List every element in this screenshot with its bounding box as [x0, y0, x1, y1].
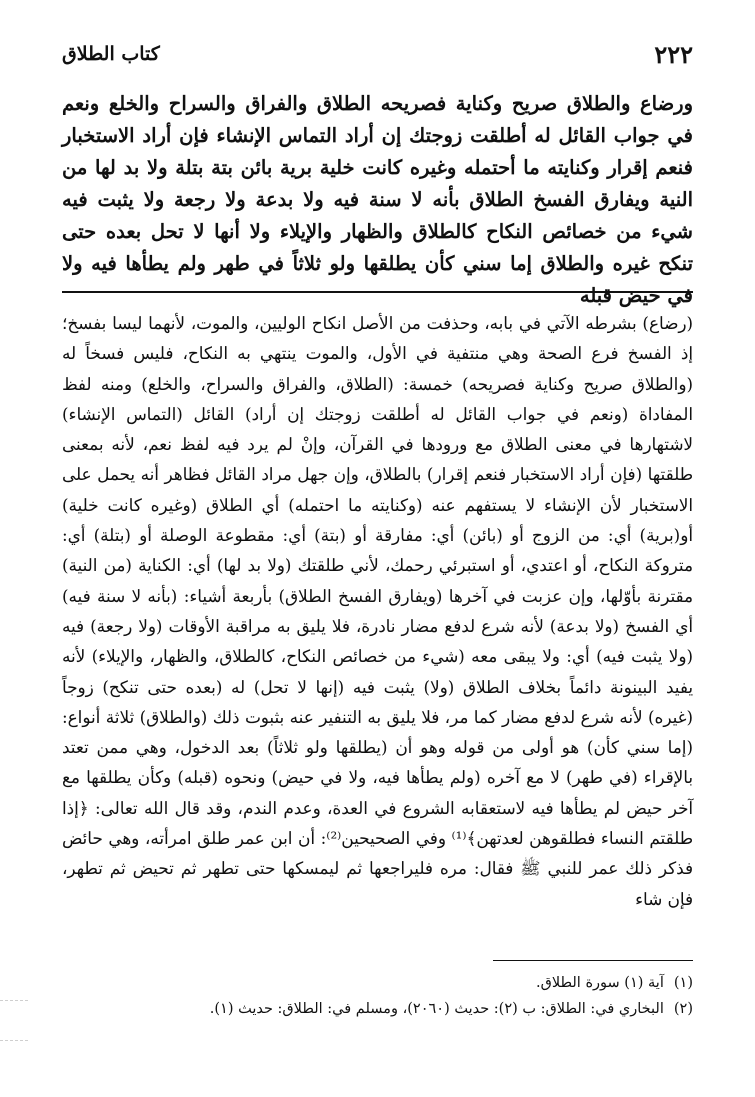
footnote	[62, 996, 693, 1022]
main-text	[62, 88, 693, 312]
page-header	[62, 36, 693, 72]
footnote-number: (١)	[673, 975, 693, 991]
footnote	[62, 970, 693, 996]
section-divider	[62, 291, 693, 293]
footnote-text: البخاري في: الطلاق: ب (٢): حديث (٢٠٦٠)، ومسلم في: الطلاق: حديث (١).	[209, 1001, 664, 1017]
footnotes	[62, 970, 693, 1022]
footnote-divider	[493, 960, 693, 961]
footnote-text: آية (١) سورة الطلاق.	[535, 975, 664, 991]
commentary	[62, 308, 693, 914]
book-title: كتاب الطلاق	[62, 43, 160, 65]
scan-margin-mark	[0, 1000, 28, 1001]
footnote-number: (٢)	[673, 1001, 693, 1017]
commentary-body: (رضاع) بشرطه الآتي في بابه، وحذفت من الأصل انكاح الوليين، والموت، لأنهما ليسا بفسخ؛ إذ الفسخ فرع الصحة وهي منتفية في الأول، والموت ينتهي به النكاح، فليس فسخاً له (والطلاق صريح وكناية فصريحه) خمسة: (الطلاق، والفراق والسراح، والخلع) ومنه لفظ المفاداة (ونعم في جواب القائل له أطلقت زوجتك إن أراد) القائل (التماس الإنشاء) لاشتهارها في معنى الطلاق مع ورودها في القرآن، وإنْ لم يرد فيه لفظ نعم، لأنه بمعنى طلقتها (فإن أراد الاستخبار فنعم إقرار) بالطلاق، وإن جهل مراد القائل فظاهر أنه يحمل على الاستخبار لأن الإنشاء لا يستفهم عنه (وكنايته ما احتمله) أي الطلاق (وغيره كانت خلية) أو(برية) أي: من الزوج أو (بائن) أي: مفارقة أو (بتة) أي: مقطوعة الوصلة أو (بتلة) أي: متروكة النكاح، أو اعتدي، أو استبرئي رحمك، لأني طلقتك (ولا بد لها) أي: الكناية (من النية) مقترنة بأوّلها، وإن عزبت في آخرها (ويفارق الفسخ الطلاق) بأربعة أشياء: (بأنه لا سنة فيه) أي الفسخ (ولا بدعة) لأنه شرع لدفع مضار نادرة، فلا يليق به مراقبة الأوقات (ولا رجعة) فيه (ولا يثبت فيه) أي: ولا يبقى معه (شيء من خصائص النكاح، كالطلاق، والظهار، والإيلاء) لأنه يفيد البينونة دائماً بخلاف الطلاق (ولا) يثبت فيه (إنها لا تحل) له (بعده حتى تنكح) زوجاً (غيره) لأنه شرع لدفع مضار كما مر، فلا يليق به التنفير عنه بثبوت ذلك (والطلاق) ثلاثة أنواع: (إما سني كأن) هو أولى من قوله وهو أن (يطلقها ولو ثلاثاً) بعد الدخول، وهي ممن تعتد بالإقراء (في طهر) لا مع آخره (ولم يطأها فيه، ولا في حيض) ونحوه (قبله) وكأن يطلقها مع آخر حيض لم يطأها فيه لاستعقابه الشروع في العدة، وعدم الندم، وقد قال الله تعالى: ﴿إذا طلقتم النساء فطلقوهن لعدتهن﴾⁽¹⁾ وفي الصحيحين⁽²⁾: أن ابن عمر طلق امرأته، وهي حائض فذكر ذلك عمر للنبي ﷺ فقال: مره فليراجعها ثم ليمسكها حتى تطهر ثم تحيض ثم تطهر، فإن شاء	[62, 313, 693, 909]
page-number: ٢٢٢	[654, 39, 693, 69]
main-text-body: ورضاع والطلاق صريح وكناية فصريحه الطلاق والفراق والسراح والخلع ونعم في جواب القائل له أطلقت زوجتك إن أراد التماس الإنشاء فإن أراد الاستخبار فنعم إقرار وكنايته ما أحتمله وغيره كانت خلية برية بائن بتة بتلة ولا بد لها من النية ويفارق الفسخ الطلاق بأنه لا سنة فيه ولا بدعة ولا رجعة ولا يثبت فيه شيء من خصائص النكاح كالطلاق والظهار والإيلاء ولا أنها لا تحل بعده حتى تنكح غيره والطلاق إما سني كأن يطلقها ولو ثلاثاً في طهر ولم يطأها فيه ولا في حيض قبله	[62, 92, 693, 307]
scan-margin-mark	[0, 1040, 28, 1041]
